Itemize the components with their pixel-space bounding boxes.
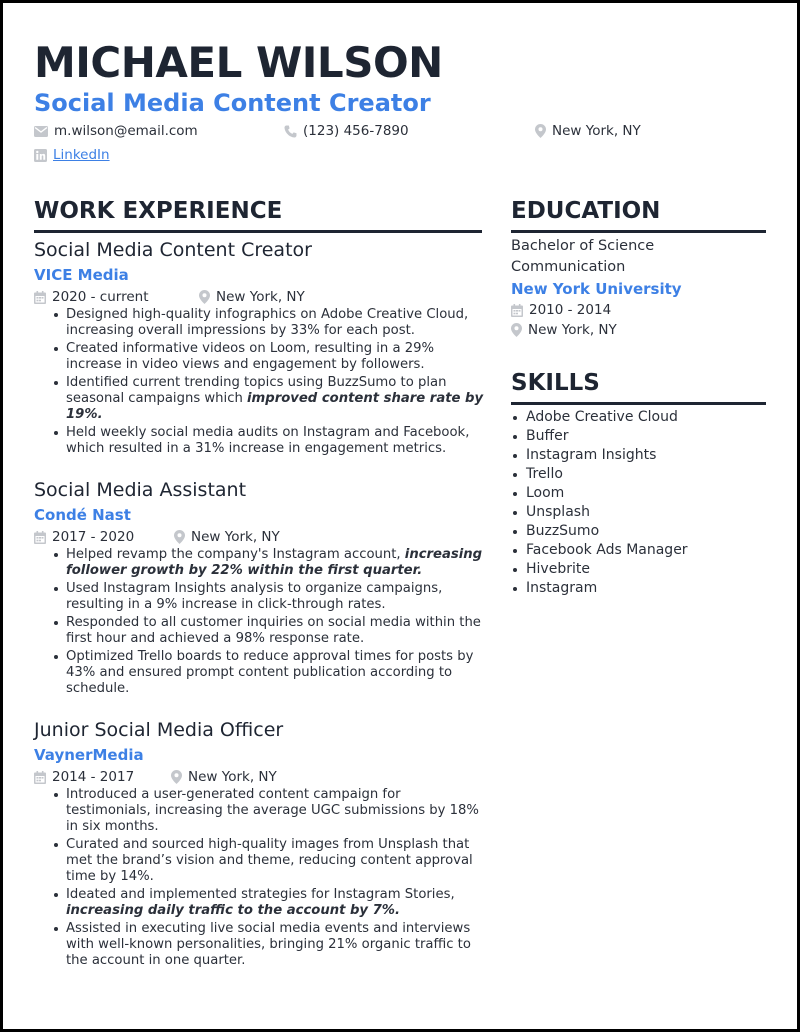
job-location <box>171 769 277 785</box>
job-bullet: Optimized Trello boards to reduce approval times for posts by 43% and ensured prompt content publication according to schedule. <box>34 649 484 697</box>
job-dates-text: 2020 - current <box>52 289 149 305</box>
contact-email <box>34 123 198 139</box>
candidate-name: MICHAEL WILSON <box>34 38 443 87</box>
skill-item: BuzzSumo <box>511 522 771 541</box>
job-location <box>199 289 305 305</box>
job-bullets <box>34 307 484 457</box>
job-entry <box>34 237 484 457</box>
education-heading: EDUCATION <box>511 198 661 224</box>
skills-list <box>511 408 771 598</box>
email-text: m.wilson@email.com <box>54 123 198 139</box>
map-pin-icon <box>171 770 182 784</box>
job-meta <box>34 527 484 547</box>
major: Communication <box>511 259 626 275</box>
job-company: VICE Media <box>34 266 129 284</box>
skills-section <box>511 408 771 598</box>
job-location-text: New York, NY <box>188 769 277 785</box>
skill-item: Hivebrite <box>511 560 771 579</box>
skill-item: Instagram Insights <box>511 446 771 465</box>
skill-item: Facebook Ads Manager <box>511 541 771 560</box>
contact-location <box>535 123 641 139</box>
work-experience-rule <box>34 230 482 233</box>
job-bullet: Held weekly social media audits on Instagram and Facebook, which resulted in a 31% increase in engagement metrics. <box>34 425 484 457</box>
education-entry <box>511 236 771 340</box>
linkedin-link[interactable]: LinkedIn <box>53 147 110 163</box>
job-bullet: Created informative videos on Loom, resulting in a 29% increase in video views and engagement by followers. <box>34 341 484 373</box>
map-pin-icon <box>174 530 185 544</box>
skill-item: Trello <box>511 465 771 484</box>
skill-item: Instagram <box>511 579 771 598</box>
education-rule <box>511 230 766 233</box>
skill-item: Loom <box>511 484 771 503</box>
education-dates-text: 2010 - 2014 <box>529 302 612 318</box>
calendar-icon <box>511 304 523 317</box>
calendar-icon <box>34 771 46 784</box>
job-bullet: Designed high-quality infographics on Adobe Creative Cloud, increasing overall impressions by 33% for each post. <box>34 307 484 339</box>
degree: Bachelor of Science <box>511 238 655 254</box>
contact-linkedin <box>34 147 110 163</box>
job-bullet: Identified current trending topics using BuzzSumo to plan seasonal campaigns which improved content share rate by 19%. <box>34 375 484 423</box>
education-location-text: New York, NY <box>528 322 617 338</box>
job-title: Junior Social Media Officer <box>34 719 284 741</box>
job-bullet: Ideated and implemented strategies for Instagram Stories, increasing daily traffic to the account by 7%. <box>34 887 484 919</box>
job-entry <box>34 477 484 697</box>
linkedin-icon <box>34 149 47 162</box>
skill-item: Buffer <box>511 427 771 446</box>
job-dates <box>34 769 171 785</box>
job-location <box>174 529 280 545</box>
contact-phone <box>284 123 409 139</box>
job-bullet: Used Instagram Insights analysis to organize campaigns, resulting in a 9% increase in click-through rates. <box>34 581 484 613</box>
skill-item: Unsplash <box>511 503 771 522</box>
work-experience-list <box>34 237 484 989</box>
job-dates-text: 2017 - 2020 <box>52 529 135 545</box>
job-bullets <box>34 547 484 697</box>
job-dates <box>34 529 174 545</box>
map-pin-icon <box>199 290 210 304</box>
skill-item: Adobe Creative Cloud <box>511 408 771 427</box>
job-dates <box>34 289 199 305</box>
job-location-text: New York, NY <box>191 529 280 545</box>
job-title: Social Media Assistant <box>34 479 247 501</box>
school-name: New York University <box>511 280 682 298</box>
envelope-icon <box>34 126 48 137</box>
work-experience-heading: WORK EXPERIENCE <box>34 198 283 224</box>
job-bullet: Responded to all customer inquiries on social media within the first hour and achieved a 98% response rate. <box>34 615 484 647</box>
job-entry <box>34 717 484 969</box>
map-pin-icon <box>535 124 546 138</box>
location-text: New York, NY <box>552 123 641 139</box>
job-bullet: Curated and sourced high-quality images from Unsplash that met the brand’s vision and theme, reducing content approval time by 14%. <box>34 837 484 885</box>
job-bullet: Introduced a user-generated content campaign for testimonials, increasing the average UGC submissions by 18% in six months. <box>34 787 484 835</box>
job-company: VaynerMedia <box>34 746 144 764</box>
job-bullets <box>34 787 484 969</box>
resume-page <box>3 3 797 1029</box>
candidate-title: Social Media Content Creator <box>34 89 431 117</box>
job-company: Condé Nast <box>34 506 131 524</box>
education-dates <box>511 300 771 320</box>
calendar-icon <box>34 531 46 544</box>
job-meta <box>34 287 484 307</box>
calendar-icon <box>34 291 46 304</box>
job-title: Social Media Content Creator <box>34 239 312 261</box>
skills-heading: SKILLS <box>511 370 600 396</box>
job-bullet: Assisted in executing live social media events and interviews with well-known personalities, bringing 21% organic traffic to the account in one quarter. <box>34 921 484 969</box>
skills-rule <box>511 402 766 405</box>
phone-icon <box>284 125 297 138</box>
education-location <box>511 320 771 340</box>
job-dates-text: 2014 - 2017 <box>52 769 135 785</box>
job-location-text: New York, NY <box>216 289 305 305</box>
phone-text: (123) 456-7890 <box>303 123 409 139</box>
job-meta <box>34 767 484 787</box>
job-bullet: Helped revamp the company's Instagram account, increasing follower growth by 22% within the first quarter. <box>34 547 484 579</box>
map-pin-icon <box>511 323 522 337</box>
